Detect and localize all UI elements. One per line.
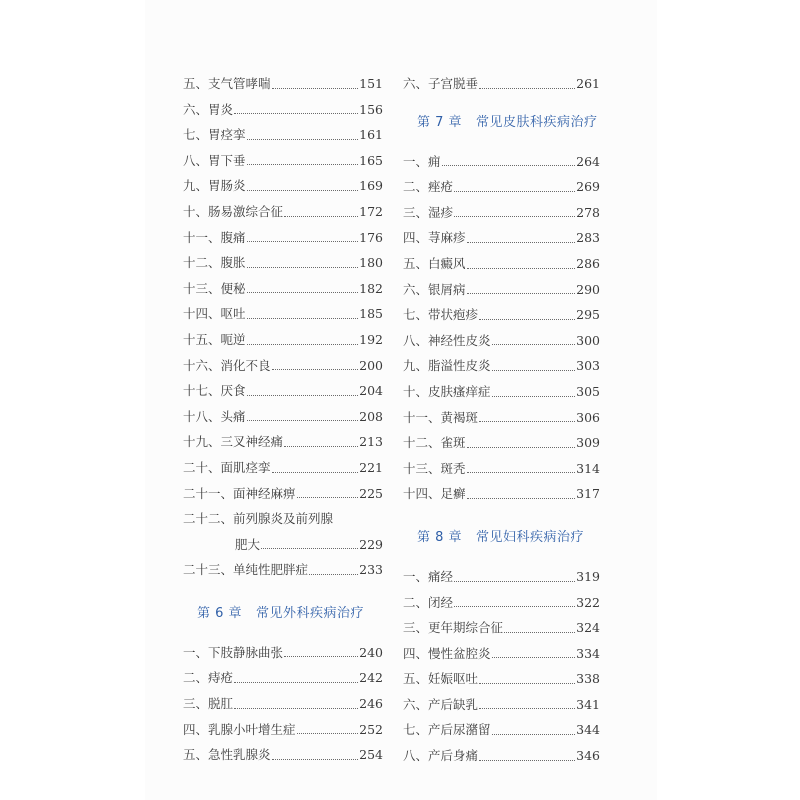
toc-entry-title: 十七、厌食 — [183, 383, 246, 399]
toc-page-number: 204 — [359, 383, 383, 399]
leader-dots — [261, 547, 358, 549]
toc-entry[interactable] — [403, 379, 600, 405]
leader-dots — [247, 291, 359, 293]
toc-entry[interactable] — [183, 429, 383, 455]
toc-entry-title: 十、肠易激综合征 — [183, 203, 284, 219]
toc-page-number: 286 — [576, 255, 600, 271]
toc-page-number: 303 — [576, 358, 600, 374]
toc-entry-title: 十二、雀斑 — [403, 435, 466, 451]
leader-dots — [297, 732, 359, 734]
leader-dots — [272, 87, 359, 89]
leader-dots — [467, 267, 576, 269]
toc-entry[interactable] — [183, 301, 383, 327]
leader-dots — [297, 496, 359, 498]
leader-dots — [454, 605, 575, 607]
toc-entry-title: 七、带状疱疹 — [403, 307, 479, 323]
leader-dots — [479, 87, 575, 89]
toc-entry[interactable] — [403, 174, 600, 200]
leader-dots — [492, 395, 576, 397]
toc-entry-title: 二、痤疮 — [403, 179, 454, 195]
toc-entry-title: 八、产后身痛 — [403, 748, 479, 764]
toc-entry-title: 三、更年期综合征 — [403, 620, 504, 636]
toc-page-number: 264 — [576, 153, 600, 169]
toc-page-number: 176 — [359, 229, 383, 245]
toc-entry-title: 三、湿疹 — [403, 204, 454, 220]
toc-entry-title: 十、皮肤瘙痒症 — [403, 383, 491, 399]
toc-entry-title: 二十二、前列腺炎及前列腺 — [183, 511, 334, 527]
toc-right-column — [403, 71, 600, 769]
toc-entry[interactable] — [403, 200, 600, 226]
toc-entry-title: 十八、头痛 — [183, 408, 246, 424]
toc-entry[interactable] — [403, 717, 600, 743]
toc-entry-title: 四、乳腺小叶增生症 — [183, 721, 296, 737]
leader-dots — [247, 240, 359, 242]
toc-entry[interactable] — [403, 743, 600, 769]
leader-dots — [247, 343, 359, 345]
toc-entry[interactable] — [403, 225, 600, 251]
toc-page-number: 229 — [359, 536, 383, 552]
toc-entry[interactable] — [183, 455, 383, 481]
toc-entry-title: 八、神经性皮炎 — [403, 332, 491, 348]
toc-page-number: 151 — [359, 76, 383, 91]
toc-entry[interactable] — [183, 122, 383, 148]
leader-dots — [479, 682, 575, 684]
chapter-number: 第 7 章 — [417, 114, 463, 130]
leader-dots — [247, 394, 359, 396]
leader-dots — [467, 497, 576, 499]
toc-entry-title: 肥大 — [235, 536, 261, 552]
toc-entry[interactable] — [183, 199, 383, 225]
leader-dots — [247, 163, 359, 165]
toc-entry-title: 八、胃下垂 — [183, 152, 246, 168]
toc-page-number: 324 — [576, 620, 600, 636]
toc-entry[interactable] — [183, 225, 383, 251]
toc-entry-title: 十五、呃逆 — [183, 331, 246, 347]
toc-entry[interactable] — [403, 692, 600, 718]
leader-dots — [309, 573, 358, 575]
chapter-number: 第 6 章 — [197, 605, 243, 621]
leader-dots — [284, 655, 358, 657]
toc-entry-title: 十四、足癣 — [403, 486, 466, 502]
chapter-number: 第 8 章 — [417, 529, 463, 545]
toc-entry-title: 九、脂溢性皮炎 — [403, 358, 491, 374]
toc-page-number: 200 — [359, 357, 383, 373]
toc-page-number: 305 — [576, 383, 600, 399]
toc-page-number: 309 — [576, 435, 600, 451]
leader-dots — [479, 318, 575, 320]
toc-page-number: 165 — [359, 152, 383, 168]
toc-entry-title: 二十一、面神经麻痹 — [183, 485, 296, 501]
toc-entries-group — [403, 149, 600, 507]
toc-entry-title: 四、荨麻疹 — [403, 230, 466, 246]
toc-entry[interactable] — [183, 640, 383, 666]
toc-entry[interactable] — [403, 564, 600, 590]
chapter-heading-6[interactable] — [183, 588, 383, 640]
leader-dots — [492, 656, 576, 658]
toc-entry[interactable] — [183, 250, 383, 276]
leader-dots — [284, 445, 358, 447]
toc-page-number: 269 — [576, 179, 600, 195]
toc-entry-title: 十四、呕吐 — [183, 306, 246, 322]
toc-entry-title: 五、支气管哮喘 — [183, 76, 271, 91]
toc-page-number: 252 — [359, 721, 383, 737]
toc-entry[interactable] — [183, 327, 383, 353]
leader-dots — [479, 707, 575, 709]
toc-page-number: 221 — [359, 459, 383, 475]
toc-page-number: 172 — [359, 203, 383, 219]
toc-entry-title: 六、子宫脱垂 — [403, 76, 479, 91]
leader-dots — [247, 317, 359, 319]
leader-dots — [234, 681, 358, 683]
toc-entry-title: 一、下肢静脉曲张 — [183, 644, 284, 660]
toc-entry[interactable] — [183, 378, 383, 404]
toc-entry[interactable] — [403, 328, 600, 354]
toc-entry-title: 六、产后缺乳 — [403, 696, 479, 712]
leader-dots — [492, 343, 576, 345]
toc-entry-title: 六、银屑病 — [403, 281, 466, 297]
toc-entry-title: 二十、面肌痉挛 — [183, 459, 271, 475]
toc-page-number: 341 — [576, 696, 600, 712]
leader-dots — [467, 292, 576, 294]
toc-entry-title: 十三、便秘 — [183, 280, 246, 296]
toc-page-number: 246 — [359, 696, 383, 712]
toc-page-number: 283 — [576, 230, 600, 246]
leader-dots — [479, 759, 575, 761]
toc-page-number: 346 — [576, 748, 600, 764]
toc-page-number: 319 — [576, 568, 600, 584]
leader-dots — [492, 733, 576, 735]
toc-entry[interactable] — [403, 430, 600, 456]
toc-entry[interactable] — [183, 742, 383, 768]
toc-entry-title: 一、痛经 — [403, 568, 454, 584]
toc-entry-title: 六、胃炎 — [183, 101, 234, 117]
toc-entry[interactable] — [183, 506, 383, 532]
chapter-heading-8[interactable] — [403, 512, 600, 564]
toc-page-number: 344 — [576, 722, 600, 738]
toc-entries-group — [403, 564, 600, 769]
toc-page-number: 278 — [576, 204, 600, 220]
leader-dots — [467, 446, 576, 448]
toc-entry-title: 十二、腹胀 — [183, 255, 246, 271]
toc-entry-title: 二十三、单纯性肥胖症 — [183, 562, 309, 578]
toc-page-number: 161 — [359, 127, 383, 143]
toc-entry[interactable] — [403, 277, 600, 303]
chapter-title: 常见外科疾病治疗 — [256, 605, 365, 621]
toc-entries-group — [183, 640, 383, 768]
leader-dots — [272, 471, 359, 473]
leader-dots — [247, 266, 359, 268]
toc-entry[interactable] — [403, 405, 600, 431]
toc-entry[interactable] — [403, 149, 600, 175]
leader-dots — [234, 707, 358, 709]
toc-entry-title: 十九、三叉神经痛 — [183, 434, 284, 450]
toc-page-number: 290 — [576, 281, 600, 297]
toc-entry[interactable] — [403, 481, 600, 507]
toc-entry-title: 三、脱肛 — [183, 696, 234, 712]
leader-dots — [504, 631, 575, 633]
toc-entry-title: 二、闭经 — [403, 594, 454, 610]
toc-page-number: 300 — [576, 332, 600, 348]
toc-page-number: 185 — [359, 306, 383, 322]
leader-dots — [467, 471, 576, 473]
leader-dots — [272, 758, 359, 760]
toc-entry[interactable] — [403, 666, 600, 692]
toc-entry-title: 七、产后尿潴留 — [403, 722, 491, 738]
toc-page-number: 213 — [359, 434, 383, 450]
toc-entries-group — [183, 71, 383, 506]
toc-entry-title: 九、胃肠炎 — [183, 178, 246, 194]
toc-entry-title: 五、急性乳腺炎 — [183, 747, 271, 763]
leader-dots — [479, 420, 575, 422]
toc-page-number: 240 — [359, 644, 383, 660]
toc-page-number: 169 — [359, 178, 383, 194]
leader-dots — [454, 190, 575, 192]
toc-page-number: 192 — [359, 331, 383, 347]
toc-entry[interactable] — [403, 71, 600, 97]
chapter-title: 常见皮肤科疾病治疗 — [476, 114, 598, 130]
leader-dots — [247, 419, 359, 421]
leader-dots — [454, 215, 575, 217]
toc-page-number: 233 — [359, 562, 383, 578]
toc-page-number: 322 — [576, 594, 600, 610]
toc-left-column — [183, 71, 383, 768]
toc-page-number: 225 — [359, 485, 383, 501]
toc-entry-title: 二、痔疮 — [183, 670, 234, 686]
chapter-title: 常见妇科疾病治疗 — [476, 529, 585, 545]
leader-dots — [467, 241, 576, 243]
chapter-heading-7[interactable] — [403, 97, 600, 149]
toc-entry[interactable] — [183, 353, 383, 379]
toc-entry-title: 七、胃痉挛 — [183, 127, 246, 143]
leader-dots — [284, 215, 358, 217]
toc-page-number: 182 — [359, 280, 383, 296]
toc-page-number: 306 — [576, 409, 600, 425]
leader-dots — [454, 580, 575, 582]
toc-entry-title: 十六、消化不良 — [183, 357, 271, 373]
toc-entry[interactable] — [403, 302, 600, 328]
toc-entry-title: 五、白癜风 — [403, 255, 466, 271]
toc-entry[interactable] — [183, 665, 383, 691]
toc-entry-title: 十三、斑秃 — [403, 460, 466, 476]
leader-dots — [272, 368, 359, 370]
toc-entry[interactable] — [183, 71, 383, 97]
leader-dots — [234, 112, 358, 114]
leader-dots — [247, 138, 359, 140]
toc-entry[interactable] — [403, 641, 600, 667]
toc-entry-title: 十一、黄褐斑 — [403, 409, 479, 425]
toc-entry-continuation[interactable] — [183, 532, 383, 558]
toc-page-number: 242 — [359, 670, 383, 686]
toc-page-number: 317 — [576, 486, 600, 502]
toc-entry[interactable] — [403, 615, 600, 641]
toc-entry-title: 一、痈 — [403, 153, 441, 169]
toc-page-number: 180 — [359, 255, 383, 271]
toc-entry[interactable] — [183, 404, 383, 430]
toc-entry-title: 四、慢性盆腔炎 — [403, 645, 491, 661]
toc-entry[interactable] — [183, 97, 383, 123]
toc-entry[interactable] — [403, 353, 600, 379]
toc-page-number: 208 — [359, 408, 383, 424]
toc-page-number: 156 — [359, 101, 383, 117]
toc-entry[interactable] — [183, 148, 383, 174]
toc-entry[interactable] — [183, 691, 383, 717]
toc-page-number: 295 — [576, 307, 600, 323]
toc-entry[interactable] — [183, 717, 383, 743]
toc-entry[interactable] — [183, 173, 383, 199]
toc-entry-title: 五、妊娠呕吐 — [403, 671, 479, 687]
toc-entry[interactable] — [403, 456, 600, 482]
toc-page-number: 334 — [576, 645, 600, 661]
toc-page-number: 261 — [576, 76, 600, 91]
toc-entry[interactable] — [403, 590, 600, 616]
toc-entry[interactable] — [183, 276, 383, 302]
toc-entry[interactable] — [403, 251, 600, 277]
toc-entry[interactable] — [183, 557, 383, 583]
toc-entry-title: 十一、腹痛 — [183, 229, 246, 245]
leader-dots — [247, 189, 359, 191]
leader-dots — [492, 369, 576, 371]
toc-page-number: 254 — [359, 747, 383, 763]
toc-entry[interactable] — [183, 481, 383, 507]
toc-page-number: 314 — [576, 460, 600, 476]
toc-page-number: 338 — [576, 671, 600, 687]
leader-dots — [442, 164, 576, 166]
